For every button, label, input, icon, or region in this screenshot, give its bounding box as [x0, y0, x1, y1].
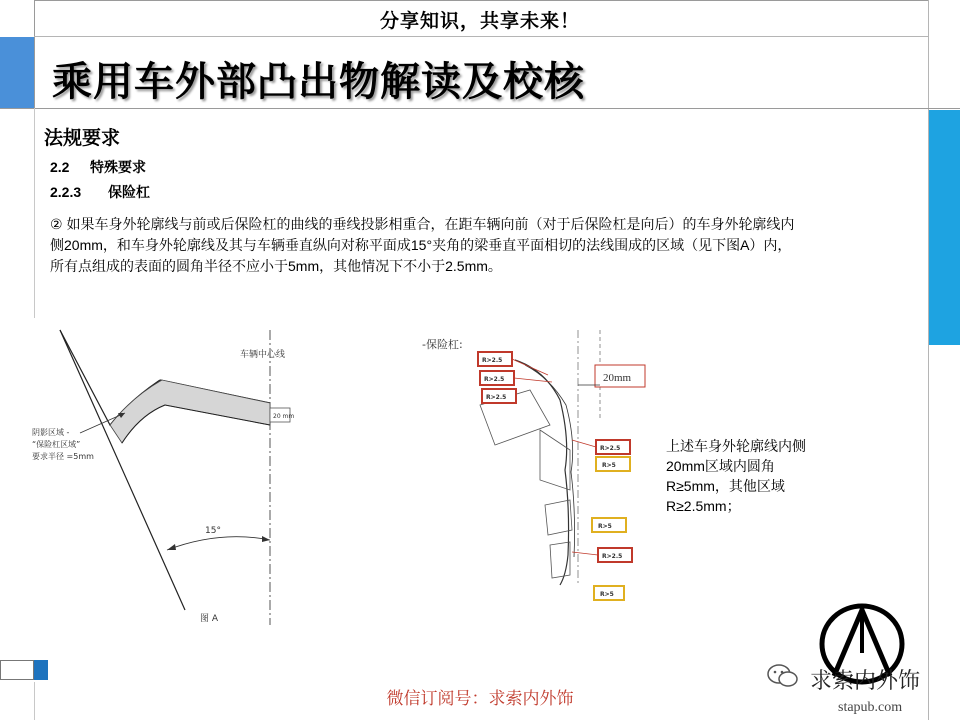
svg-text:R>5: R>5: [420, 325, 434, 332]
title-accent-bar: [0, 37, 34, 108]
note-line: 上述车身外轮廓线内侧: [666, 438, 806, 454]
section-title: 法规要求: [44, 128, 121, 149]
side-accent-bar: [929, 110, 960, 345]
angle-label: 15°: [205, 526, 221, 536]
radius-label-red: [596, 440, 630, 454]
note-line: R≥2.5mm；: [666, 498, 741, 514]
radius-label-red: [598, 548, 632, 562]
svg-text:R>5: R>5: [600, 591, 614, 598]
bumper-title: -保险杠:: [422, 338, 463, 351]
figure-note: [666, 436, 806, 516]
slogan: 分享知识，共享未来！: [379, 11, 580, 32]
paragraph-line: 侧20mm，和车身外轮廓线及其与车辆垂直纵向对称平面成15°夹角的梁垂直平面相切的法线围成的区域（见下图A）内，: [50, 237, 792, 253]
svg-text:R>2.5: R>2.5: [482, 357, 503, 364]
regulation-paragraph: [50, 214, 920, 277]
footer-subscription: 微信订阅号：求索内外饰: [386, 689, 574, 708]
dim-20mm-label: 20 mm: [273, 413, 295, 420]
bumper-profile: [515, 360, 569, 585]
paragraph-line: 所有点组成的表面的圆角半径不应小于5mm，其他情况下不小于2.5mm。: [50, 258, 502, 274]
clause-label: 保险杠: [108, 184, 150, 200]
figure-b: [420, 325, 660, 615]
note-line: R≥5mm，其他区域: [666, 478, 785, 494]
angle-arc: [167, 537, 270, 550]
figure-b-drawing: [420, 325, 660, 615]
radius-label-yellow: [592, 518, 626, 532]
figure-a: [30, 325, 320, 630]
svg-text:R>2.5: R>2.5: [486, 394, 507, 401]
subsection-number: 2.2: [50, 159, 70, 175]
frame-top-line: [34, 0, 929, 1]
svg-text:R>2.5: R>2.5: [602, 553, 623, 560]
subsection-heading: [50, 157, 146, 177]
svg-text:R>5: R>5: [602, 462, 616, 469]
radius-label-red: [480, 371, 514, 385]
svg-text:R>5: R>5: [598, 523, 612, 530]
radius-label-red: [482, 389, 516, 403]
watermark-brand: 求索内外饰: [810, 668, 921, 693]
shade-label-line2: “保险杠区域”: [32, 440, 81, 449]
figure-a-drawing: [30, 325, 320, 630]
shade-label-line1: 阴影区域 -: [32, 428, 70, 437]
page-title: 乘用车外部凸出物解读及校核: [52, 60, 585, 104]
radius-label-yellow: [596, 457, 630, 471]
corner-decoration: [0, 660, 48, 682]
wechat-icon: [767, 663, 799, 689]
radius-label-yellow: [594, 586, 624, 600]
body-left-line: [34, 108, 35, 318]
radius-label-yellow: [420, 325, 434, 332]
paragraph-line: ② 如果车身外轮廓线与前或后保险杠的曲线的垂线投影相重合，在距车辆向前（对于后保险杠是向后）的车身外轮廓线内: [50, 216, 795, 232]
shade-label-line3: 要求半径 =5mm: [32, 452, 94, 461]
radius-label-red: [478, 352, 512, 366]
bumper-zone-shade: [110, 380, 270, 443]
subsection-label: 特殊要求: [90, 159, 146, 175]
tangent-line: [60, 330, 185, 610]
dim-20mm-label: 20mm: [603, 372, 632, 384]
figure-caption: 图 A: [200, 614, 219, 624]
svg-text:R>2.5: R>2.5: [484, 376, 505, 383]
watermark-site: stapub.com: [838, 700, 903, 715]
svg-text:R>2.5: R>2.5: [600, 445, 621, 452]
title-bottom-line: [0, 108, 960, 109]
note-line: 20mm区域内圆角: [666, 458, 775, 474]
clause-heading: [50, 182, 150, 202]
centerline-label: 车辆中心线: [240, 350, 286, 360]
clause-number: 2.2.3: [50, 184, 82, 200]
header-separator: [34, 36, 929, 37]
